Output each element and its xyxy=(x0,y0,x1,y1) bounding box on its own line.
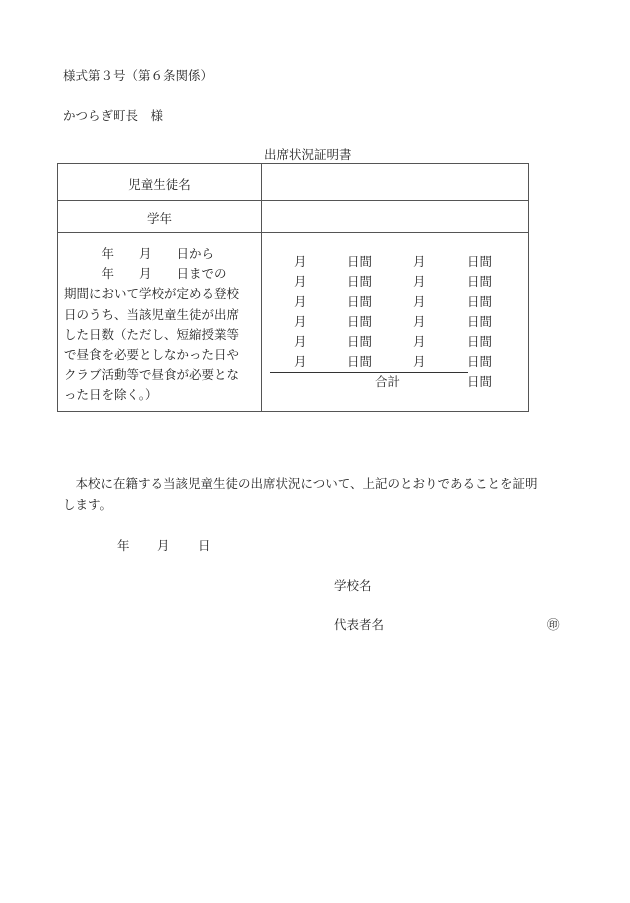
month-row xyxy=(261,252,529,272)
date-year: 年 xyxy=(117,538,130,553)
grade-label: 学年 xyxy=(146,211,172,226)
days-unit: 日間 xyxy=(467,254,493,269)
days-unit: 日間 xyxy=(467,294,493,309)
total-label: 合計 xyxy=(375,374,401,389)
total-days-unit: 日間 xyxy=(467,374,493,389)
period-line: 日のうち、当該児童生徒が出席 xyxy=(64,306,240,322)
date-month: 月 xyxy=(157,538,170,553)
representative-name-label: 代表者名 xyxy=(334,617,385,632)
date-day: 日 xyxy=(198,538,211,553)
period-line: した日数（ただし、短縮授業等 xyxy=(64,326,240,342)
month-row xyxy=(261,332,529,352)
days-unit: 日間 xyxy=(467,334,493,349)
student-name-label: 児童生徒名 xyxy=(128,177,191,192)
month-unit: 月 xyxy=(294,254,307,269)
month-unit: 月 xyxy=(413,254,426,269)
period-line: 年 月 日から xyxy=(64,246,215,261)
period-line: った日を除く。） xyxy=(64,387,158,403)
month-unit: 月 xyxy=(294,354,307,369)
month-unit: 月 xyxy=(294,274,307,289)
attendance-table xyxy=(57,163,529,412)
period-line: クラブ活動等で昼食が必要とな xyxy=(64,367,240,383)
month-row xyxy=(261,272,529,292)
month-unit: 月 xyxy=(413,314,426,329)
period-line: 年 月 日までの xyxy=(64,266,227,282)
days-unit: 日間 xyxy=(347,294,373,309)
addressee: かつらぎ町長 様 xyxy=(63,108,164,123)
month-unit: 月 xyxy=(413,294,426,309)
grade-field[interactable] xyxy=(268,208,523,226)
month-row xyxy=(261,312,529,332)
month-unit: 月 xyxy=(413,354,426,369)
row-divider xyxy=(58,200,528,201)
month-unit: 月 xyxy=(294,334,307,349)
month-unit: 月 xyxy=(413,334,426,349)
document-title: 出席状況証明書 xyxy=(264,147,352,162)
days-unit: 日間 xyxy=(467,274,493,289)
month-unit: 月 xyxy=(413,274,426,289)
monthly-days-grid xyxy=(261,252,529,392)
certification-line-2: します。 xyxy=(63,497,113,512)
student-name-field[interactable] xyxy=(268,175,523,193)
days-unit: 日間 xyxy=(467,354,493,369)
days-unit: 日間 xyxy=(347,274,373,289)
days-unit: 日間 xyxy=(347,354,373,369)
month-unit: 月 xyxy=(294,314,307,329)
days-unit: 日間 xyxy=(347,334,373,349)
month-row xyxy=(261,352,529,372)
month-row xyxy=(261,292,529,312)
certification-line-1: 本校に在籍する当該児童生徒の出席状況について、上記のとおりであることを証明 xyxy=(63,476,538,491)
period-line: で昼食を必要としなかった日や xyxy=(64,347,240,363)
days-unit: 日間 xyxy=(347,314,373,329)
period-line: 期間において学校が定める登校 xyxy=(64,286,240,302)
total-separator-line xyxy=(270,372,468,373)
days-unit: 日間 xyxy=(347,254,373,269)
total-row xyxy=(261,372,529,392)
period-description xyxy=(58,232,261,412)
month-unit: 月 xyxy=(294,294,307,309)
school-name-label: 学校名 xyxy=(334,578,372,593)
seal-icon: ㊞ xyxy=(547,617,560,632)
form-number: 様式第３号（第６条関係） xyxy=(63,68,214,83)
days-unit: 日間 xyxy=(467,314,493,329)
